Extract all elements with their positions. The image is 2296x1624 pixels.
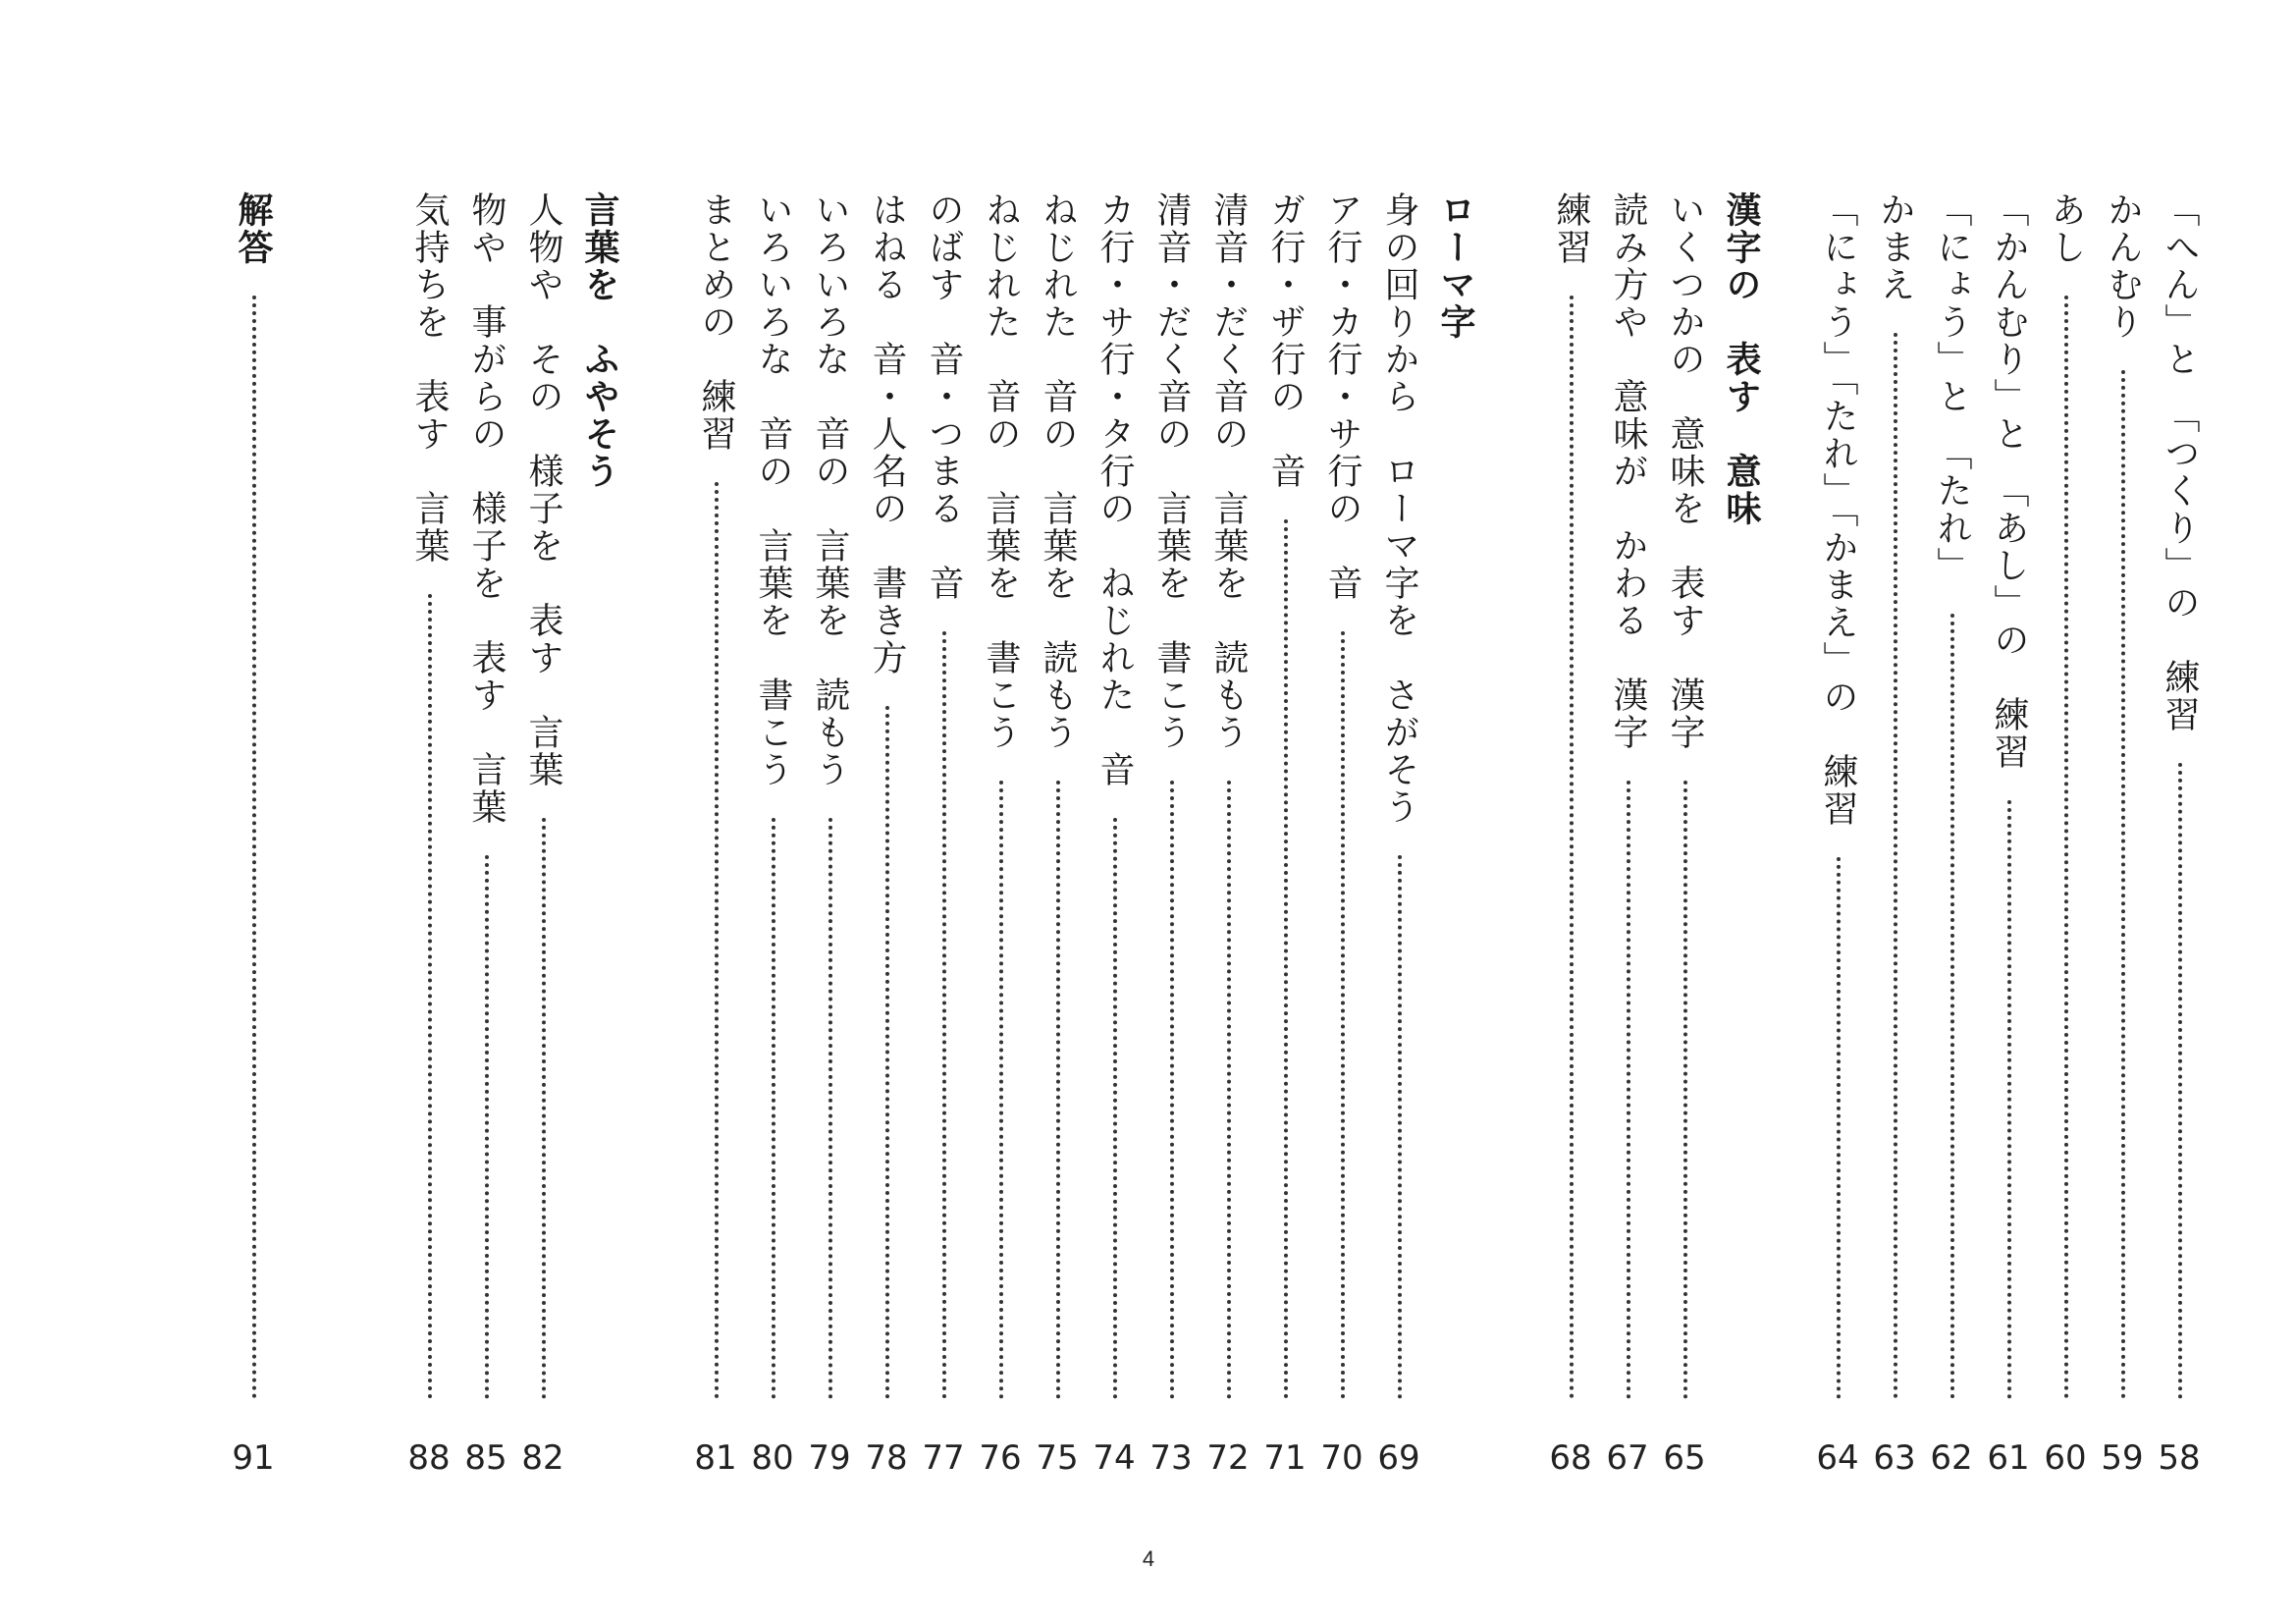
dot-leader <box>942 631 946 1399</box>
toc-entry-title: 「にょう」と 「たれ」 <box>1932 191 1972 584</box>
toc-entry-title: 気持ちを 表す 言葉 <box>409 191 450 565</box>
toc-entry <box>456 191 515 1556</box>
toc-page-number: 69 <box>1377 1438 1420 1478</box>
dot-leader <box>1837 857 1841 1399</box>
toc-entry-title: かまえ <box>1875 191 1915 303</box>
dot-leader <box>1284 519 1288 1399</box>
toc-page-number: 58 <box>2158 1438 2201 1478</box>
toc-entry-title: のばす 音・つまる 音 <box>924 191 964 602</box>
toc-entry <box>1541 191 1600 1556</box>
toc-entry-title: 物や 事がらの 様子を 表す 言葉 <box>466 191 507 826</box>
toc-entry-title: いくつかの 意味を 表す 漢字 <box>1665 191 1705 751</box>
toc-entry <box>743 191 802 1556</box>
toc-page-number: 78 <box>865 1438 908 1478</box>
toc-page-number: 68 <box>1549 1438 1592 1478</box>
toc-heading <box>1426 191 1485 1556</box>
toc-entry-title: ねじれた 音の 言葉を 読もう <box>1038 191 1078 751</box>
toc-page-number: 62 <box>1930 1438 1973 1478</box>
toc-page-number: 85 <box>464 1438 507 1478</box>
toc-page-number: 82 <box>521 1438 564 1478</box>
toc-entry <box>1312 191 1371 1556</box>
toc-page-number: 76 <box>979 1438 1022 1478</box>
toc-page-number: 81 <box>694 1438 737 1478</box>
toc-entry-title: ガ行・ザ行の 音 <box>1265 191 1306 490</box>
toc-entry <box>971 191 1030 1556</box>
toc-page-number: 74 <box>1093 1438 1136 1478</box>
toc-page-number: 59 <box>2101 1438 2144 1478</box>
toc-entry-title: 身の回りから ローマ字を さがそう <box>1379 191 1419 826</box>
toc-entry-title: いろいろな 音の 言葉を 読もう <box>810 191 850 788</box>
toc-entry <box>1979 191 2038 1556</box>
toc-entry-title: あし <box>2046 191 2086 266</box>
toc-entry <box>800 191 859 1556</box>
toc-heading-title: 漢字の 表す 意味 <box>1721 191 1762 527</box>
toc-heading-title: 言葉を ふやそう <box>579 191 620 490</box>
toc-entry-title: ア行・カ行・サ行の 音 <box>1322 191 1362 602</box>
dot-leader <box>1950 614 1954 1399</box>
toc-entry-title: はねる 音・人名の 書き方 <box>867 191 907 677</box>
toc-entry <box>1142 191 1201 1556</box>
dot-leader <box>1570 296 1574 1399</box>
toc-entry <box>400 191 458 1556</box>
dot-leader <box>1113 818 1117 1399</box>
toc-page-number: 70 <box>1320 1438 1363 1478</box>
toc-page-number: 63 <box>1873 1438 1916 1478</box>
toc-entry <box>2093 191 2152 1556</box>
toc-entry <box>1808 191 1867 1556</box>
toc-page-number: 73 <box>1149 1438 1193 1478</box>
toc-entry-title: 読み方や 意味が かわる 漢字 <box>1608 191 1648 751</box>
toc-page-number: 75 <box>1036 1438 1079 1478</box>
toc-page-number: 80 <box>751 1438 794 1478</box>
dot-leader <box>999 781 1003 1399</box>
dot-leader <box>1398 855 1402 1399</box>
dot-leader <box>2007 800 2011 1399</box>
dot-leader <box>2121 370 2125 1399</box>
toc-entry <box>513 191 572 1556</box>
toc-page-number: 91 <box>232 1438 275 1478</box>
toc-entry-title: まとめの 練習 <box>696 191 736 453</box>
toc-entry <box>686 191 745 1556</box>
toc-entry <box>1199 191 1257 1556</box>
toc-page-number: 64 <box>1816 1438 1859 1478</box>
toc-page-number: 60 <box>2044 1438 2087 1478</box>
toc-page-number: 88 <box>407 1438 451 1478</box>
dot-leader <box>1894 333 1897 1399</box>
toc-heading <box>224 191 283 1556</box>
dot-leader <box>252 296 256 1399</box>
dot-leader <box>1341 631 1345 1399</box>
toc-heading-title: ローマ字 <box>1435 191 1476 341</box>
toc-entry-title: カ行・サ行・タ行の ねじれた 音 <box>1095 191 1135 788</box>
toc-entry-title: かんむり <box>2103 191 2143 341</box>
toc-entry <box>1598 191 1657 1556</box>
toc-entry-title: いろいろな 音の 言葉を 書こう <box>753 191 793 788</box>
dot-leader <box>542 818 546 1399</box>
toc-entry <box>857 191 916 1556</box>
toc-entry-title: 練習 <box>1551 191 1591 266</box>
toc-entry <box>2150 191 2209 1556</box>
toc-entry <box>1255 191 1314 1556</box>
toc-heading-title: 解答 <box>233 191 274 266</box>
dot-leader <box>2178 763 2182 1399</box>
toc-page-number: 71 <box>1263 1438 1307 1478</box>
toc-page-number: 77 <box>922 1438 965 1478</box>
toc-page-number: 67 <box>1606 1438 1649 1478</box>
toc-page-number: 72 <box>1206 1438 1250 1478</box>
toc-entry <box>914 191 973 1556</box>
toc-entry <box>1922 191 1981 1556</box>
toc-entry-title: 清音・だく音の 言葉を 書こう <box>1151 191 1192 751</box>
dot-leader <box>828 818 832 1399</box>
toc-heading <box>570 191 629 1556</box>
toc-entry-title: 「にょう」「たれ」「かまえ」の 練習 <box>1818 191 1858 828</box>
toc-entry <box>1865 191 1924 1556</box>
toc-entry <box>1369 191 1428 1556</box>
toc-entry-title: 「かんむり」と 「あし」の 練習 <box>1989 191 2029 771</box>
toc-page-number: 79 <box>808 1438 851 1478</box>
toc-entry-title: 清音・だく音の 言葉を 読もう <box>1208 191 1249 751</box>
toc-entry <box>2036 191 2095 1556</box>
dot-leader <box>1683 781 1687 1399</box>
dot-leader <box>772 818 775 1399</box>
toc-entry <box>1655 191 1714 1556</box>
toc-entry-title: 人物や その 様子を 表す 言葉 <box>523 191 563 788</box>
dot-leader <box>428 594 432 1399</box>
dot-leader <box>1627 781 1630 1399</box>
toc-page-number: 65 <box>1663 1438 1706 1478</box>
toc-page-number: 61 <box>1987 1438 2030 1478</box>
toc-entry <box>1028 191 1087 1556</box>
page-number: 4 <box>1142 1546 1155 1571</box>
dot-leader <box>1227 781 1231 1399</box>
toc-entry-title: 「へん」と 「つくり」の 練習 <box>2160 191 2200 733</box>
dot-leader <box>2064 296 2068 1399</box>
dot-leader <box>485 855 489 1399</box>
toc-entry <box>1085 191 1144 1556</box>
dot-leader <box>1170 781 1174 1399</box>
dot-leader <box>715 482 719 1399</box>
dot-leader <box>885 706 889 1399</box>
toc-heading <box>1712 191 1771 1556</box>
toc-entry-title: ねじれた 音の 言葉を 書こう <box>981 191 1021 751</box>
dot-leader <box>1056 781 1060 1399</box>
